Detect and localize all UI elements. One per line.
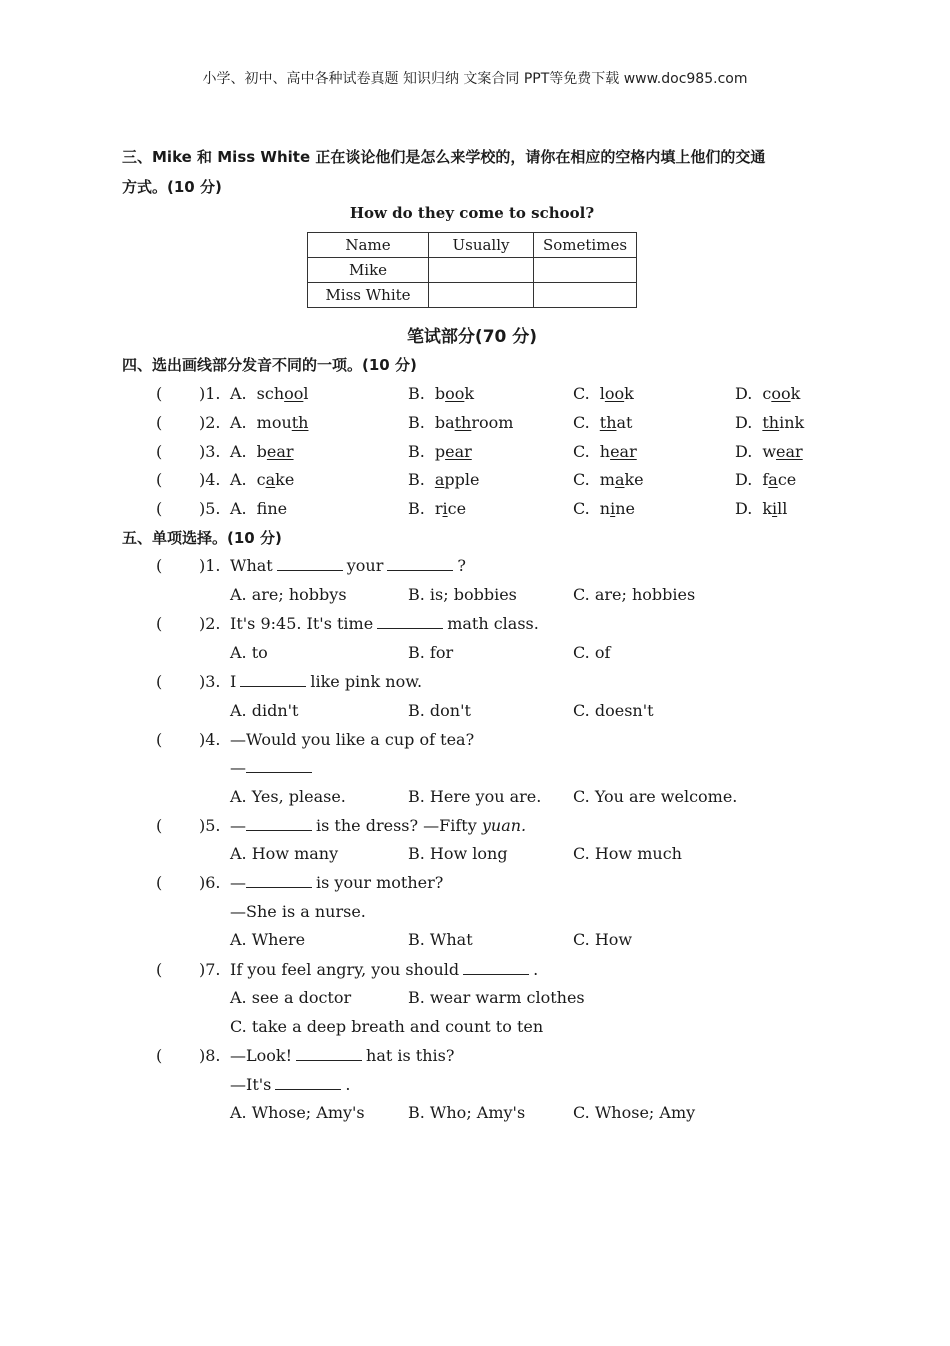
option-b <box>408 442 472 461</box>
option-letter: A. <box>230 499 247 518</box>
option-letter: B. <box>408 442 425 461</box>
word-part: mou <box>256 413 292 432</box>
question-number: )1. <box>199 556 221 575</box>
stem-text: like pink now. <box>310 672 423 691</box>
option-c: C. doesn't <box>573 701 654 720</box>
question-number: )3. <box>199 442 221 461</box>
word-part: room <box>471 413 514 432</box>
word-part: k <box>762 499 773 518</box>
option-a: A. are; hobbys <box>230 585 347 604</box>
option-b: B. How long <box>408 844 508 863</box>
underlined-part: i <box>442 499 448 518</box>
transport-table <box>307 232 637 308</box>
stem-text: hat is this? <box>366 1046 455 1065</box>
question-number: )8. <box>199 1046 221 1065</box>
option-b: B. don't <box>408 701 471 720</box>
underlined-part: i <box>610 499 616 518</box>
stem-text: — <box>230 816 246 835</box>
option-letter: D. <box>735 384 753 403</box>
underlined-part: th <box>291 413 309 432</box>
option-a: A. Yes, please. <box>230 787 346 806</box>
option-letter: D. <box>735 442 753 461</box>
stem-text: is your mother? <box>316 873 444 892</box>
question-stem <box>230 672 422 691</box>
table-cell-blank[interactable] <box>534 283 637 308</box>
question-number: )2. <box>199 413 221 432</box>
response-line <box>230 1075 350 1094</box>
underlined-part: a <box>768 470 778 489</box>
option-b: B. Here you are. <box>408 787 542 806</box>
option-c <box>573 413 632 432</box>
option-d <box>735 442 803 461</box>
option-d <box>735 470 796 489</box>
word-part: ne <box>615 499 635 518</box>
word-part: ke <box>275 470 295 489</box>
option-letter: B. <box>408 470 425 489</box>
answer-blank[interactable] <box>277 556 343 571</box>
answer-blank[interactable] <box>246 816 312 831</box>
underlined-part: ear <box>610 442 637 461</box>
answer-blank[interactable] <box>296 1046 362 1061</box>
question-stem <box>230 960 538 979</box>
underlined-part: a <box>434 470 445 489</box>
answer-blank[interactable] <box>387 556 453 571</box>
underlined-part: a <box>614 470 625 489</box>
word-part: ke <box>624 470 644 489</box>
option-b: B. is; bobbies <box>408 585 517 604</box>
question-stem <box>230 556 466 575</box>
word-part: l <box>303 384 309 403</box>
underlined-part: ear <box>266 442 294 461</box>
paren-open[interactable]: ( <box>156 470 163 489</box>
option-a: A. didn't <box>230 701 299 720</box>
option-c: C. You are welcome. <box>573 787 738 806</box>
section3-title-line1: 三、Mike 和 Miss White 正在谈论他们是怎么来学校的，请你在相应的空格内填上他们的交通 <box>122 148 766 166</box>
table-cell-blank[interactable] <box>534 258 637 283</box>
option-d <box>735 413 804 432</box>
stem-text: yuan. <box>481 816 527 835</box>
paren-open[interactable]: ( <box>156 413 163 432</box>
option-letter: A. <box>230 384 247 403</box>
word-part: ce <box>777 470 797 489</box>
question-number: )4. <box>199 730 221 749</box>
stem-text: If you feel angry, you should <box>230 960 460 979</box>
option-c: C. How much <box>573 844 682 863</box>
paren-open[interactable]: ( <box>156 960 163 979</box>
word-part: ce <box>447 499 467 518</box>
answer-blank[interactable] <box>246 873 312 888</box>
word-part: sch <box>256 384 285 403</box>
word-part: ne <box>267 499 288 518</box>
word-part: m <box>599 470 615 489</box>
word-part: k <box>464 384 475 403</box>
option-a: A. see a doctor <box>230 988 352 1007</box>
stem-text: What <box>230 556 273 575</box>
word-part: p <box>434 442 446 461</box>
page-header: 小学、初中、高中各种试卷真题 知识归纳 文案合同 PPT等免费下载 www.doc985.com <box>202 71 748 87</box>
response-line <box>230 758 316 777</box>
table-header-cell: Usually <box>429 233 534 258</box>
table-title: How do they come to school? <box>349 204 595 222</box>
question-stem <box>230 816 526 835</box>
word-part: b <box>256 442 267 461</box>
option-c: C. of <box>573 643 611 662</box>
option-d <box>735 499 787 518</box>
word-part: n <box>599 499 611 518</box>
option-a <box>230 499 287 518</box>
option-a: A. to <box>230 643 268 662</box>
option-b <box>408 413 513 432</box>
table-header-row <box>308 233 637 258</box>
answer-blank[interactable] <box>240 672 306 687</box>
option-b: B. Who; Amy's <box>408 1103 526 1122</box>
option-letter: A. <box>230 442 247 461</box>
answer-blank[interactable] <box>246 758 312 773</box>
option-letter: C. <box>573 499 590 518</box>
option-c: C. Whose; Amy <box>573 1103 696 1122</box>
paren-open[interactable]: ( <box>156 499 163 518</box>
stem-text: ? <box>457 556 466 575</box>
stem-text: math class. <box>447 614 539 633</box>
stem-text: I <box>230 672 237 691</box>
option-a <box>230 442 294 461</box>
option-a <box>230 413 308 432</box>
word-part: ll <box>777 499 788 518</box>
underlined-part: ear <box>776 442 803 461</box>
underlined-part: oo <box>445 384 465 403</box>
option-c: C. How <box>573 930 633 949</box>
question-stem: —Would you like a cup of tea? <box>230 730 475 749</box>
option-letter: D. <box>735 413 753 432</box>
stem-text: — <box>230 873 246 892</box>
question-number: )4. <box>199 470 221 489</box>
word-part: ba <box>434 413 455 432</box>
word-part: r <box>434 499 443 518</box>
word-part: c <box>256 470 266 489</box>
word-part: f <box>256 499 268 518</box>
option-letter: B. <box>408 413 425 432</box>
word-part: f <box>762 470 769 489</box>
paren-open[interactable]: ( <box>156 556 163 575</box>
underlined-part: ear <box>445 442 472 461</box>
option-b <box>408 384 474 403</box>
stem-text: is the dress? —Fifty <box>316 816 477 835</box>
word-part: pple <box>444 470 480 489</box>
table-cell-blank[interactable] <box>429 258 534 283</box>
underlined-part: i <box>772 499 778 518</box>
underlined-part: oo <box>604 384 625 403</box>
option-letter: C. <box>573 384 590 403</box>
option-c <box>573 470 644 489</box>
option-b <box>408 470 479 489</box>
option-a <box>230 384 309 403</box>
table-cell-name: Mike <box>308 258 429 283</box>
paren-open[interactable]: ( <box>156 384 163 403</box>
word-part: at <box>616 413 633 432</box>
underlined-part: th <box>454 413 472 432</box>
underlined-part: oo <box>284 384 304 403</box>
option-a: A. How many <box>230 844 339 863</box>
underlined-part: a <box>265 470 276 489</box>
underlined-part: th <box>599 413 617 432</box>
section4-title: 四、选出画线部分发音不同的一项。(10 分) <box>122 356 417 374</box>
paren-open[interactable]: ( <box>156 614 163 633</box>
option-b <box>408 499 466 518</box>
option-c <box>573 499 635 518</box>
table-row <box>308 258 637 283</box>
table-cell-name: Miss White <box>308 283 429 308</box>
option-letter: C. <box>573 413 590 432</box>
question-number: )6. <box>199 873 221 892</box>
paren-open[interactable]: ( <box>156 816 163 835</box>
stem-text: It's 9:45. It's time <box>230 614 374 633</box>
option-c <box>573 442 637 461</box>
table-header-cell: Sometimes <box>534 233 637 258</box>
paren-open[interactable]: ( <box>156 873 163 892</box>
word-part: w <box>762 442 777 461</box>
answer-blank[interactable] <box>463 960 529 975</box>
table-cell-blank[interactable] <box>429 283 534 308</box>
question-stem <box>230 614 539 633</box>
section5-title: 五、单项选择。(10 分) <box>122 529 282 547</box>
word-part: h <box>599 442 611 461</box>
paren-open[interactable]: ( <box>156 730 163 749</box>
option-letter: D. <box>735 499 753 518</box>
question-number: )5. <box>199 499 221 518</box>
stem-text: . <box>533 960 539 979</box>
question-number: )7. <box>199 960 221 979</box>
paren-open[interactable]: ( <box>156 442 163 461</box>
option-c: C. take a deep breath and count to ten <box>230 1017 544 1036</box>
option-b: B. What <box>408 930 473 949</box>
option-letter: A. <box>230 413 247 432</box>
underlined-part: th <box>762 413 780 432</box>
word-part: l <box>599 384 605 403</box>
option-letter: B. <box>408 384 425 403</box>
dash: — <box>230 758 246 777</box>
option-a <box>230 470 294 489</box>
option-letter: C. <box>573 442 590 461</box>
question-number: )2. <box>199 614 221 633</box>
option-b: B. for <box>408 643 454 662</box>
option-c <box>573 384 634 403</box>
underlined-part: oo <box>771 384 791 403</box>
answer-blank[interactable] <box>275 1075 341 1090</box>
stem-text: your <box>346 556 384 575</box>
paren-open[interactable]: ( <box>156 1046 163 1065</box>
response-line: —She is a nurse. <box>230 902 366 921</box>
question-number: )1. <box>199 384 221 403</box>
stem-text: . <box>345 1075 351 1094</box>
question-stem <box>230 1046 454 1065</box>
paren-open[interactable]: ( <box>156 672 163 691</box>
section3-title-line2: 方式。(10 分) <box>122 178 222 196</box>
option-letter: C. <box>573 470 590 489</box>
option-c: C. are; hobbies <box>573 585 696 604</box>
word-part: k <box>790 384 801 403</box>
option-b: B. wear warm clothes <box>408 988 585 1007</box>
answer-blank[interactable] <box>377 614 443 629</box>
table-header-cell: Name <box>308 233 429 258</box>
question-stem <box>230 873 443 892</box>
option-d <box>735 384 800 403</box>
option-a: A. Whose; Amy's <box>230 1103 365 1122</box>
word-part: k <box>624 384 634 403</box>
question-number: )5. <box>199 816 221 835</box>
word-part: ink <box>779 413 805 432</box>
written-part-heading: 笔试部分(70 分) <box>406 327 538 347</box>
stem-text: —It's <box>230 1075 272 1094</box>
table-row <box>308 283 637 308</box>
option-a: A. Where <box>230 930 306 949</box>
option-letter: A. <box>230 470 247 489</box>
word-part: b <box>434 384 446 403</box>
option-letter: B. <box>408 499 425 518</box>
stem-text: —Look! <box>230 1046 293 1065</box>
option-letter: D. <box>735 470 753 489</box>
question-number: )3. <box>199 672 221 691</box>
word-part: c <box>762 384 772 403</box>
